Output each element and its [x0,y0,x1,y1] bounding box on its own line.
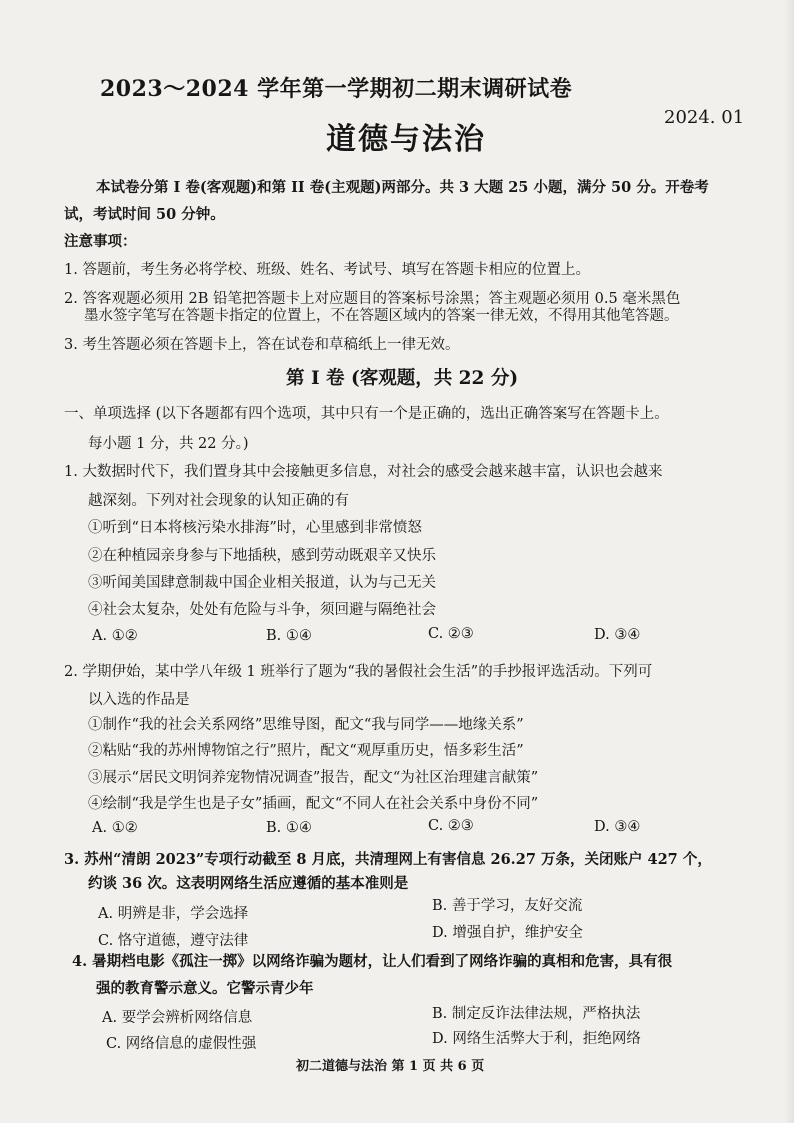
question-4-option-a: A. 要学会辨析网络信息 [102,1010,253,1026]
question-2-statement: ②粘贴“我的苏州博物馆之行”照片，配文“观厚重历史，悟多彩生活” [88,743,524,759]
exam-title: 2023～2024 学年第一学期初二期末调研试卷 [100,76,573,102]
question-3-option-c: C. 恪守道德，遵守法律 [98,933,249,949]
question-1-statement: ③听闻美国肆意制裁中国企业相关报道，认为与己无关 [88,575,436,591]
question-2-option-d: D. ③④ [594,819,641,835]
subject-title: 道德与法治 [326,122,486,157]
notice-item-2: 2. 答客观题必须用 2B 铅笔把答题卡上对应题目的答案标号涂黑；答主观题必须用 0.5 毫米黑色 [64,291,681,307]
question-1-option-b: B. ①④ [266,628,312,644]
question-4-option-b: B. 制定反诈法律法规，严格执法 [432,1006,641,1022]
section-instruction-2: 每小题 1 分，共 22 分。) [88,436,249,452]
page-footer: 初二道德与法治 第 1 页 共 6 页 [296,1059,485,1074]
notice-item-2-cont: 墨水签字笔写在答题卡指定的位置上，不在答题区域内的答案一律无效，不得用其他笔答题。 [84,308,679,324]
intro-line-2: 试，考试时间 50 分钟。 [64,206,225,223]
question-1-option-c: C. ②③ [428,626,474,642]
intro-line-1: 本试卷分第 I 卷(客观题)和第 II 卷(主观题)两部分。共 3 大题 25 小题，满分 50 分。开卷考 [96,179,709,196]
notice-item-3: 3. 考生答题必须在答题卡上，答在试卷和草稿纸上一律无效。 [64,337,460,353]
question-1-option-a: A. ①② [92,628,138,644]
notice-item-1: 1. 答题前，考生务必将学校、班级、姓名、考试号、填写在答题卡相应的位置上。 [64,262,590,278]
question-3-option-b: B. 善于学习，友好交流 [432,898,583,914]
question-4-option-d: D. 网络生活弊大于利，拒绝网络 [432,1031,641,1047]
notice-heading: 注意事项： [64,233,137,250]
question-2-option-a: A. ①② [92,820,138,836]
exam-date: 2024. 01 [664,107,745,128]
question-2-stem-cont: 以入选的作品是 [88,692,190,708]
question-1-stem-cont: 越深刻。下列对社会现象的认知正确的有 [88,493,349,509]
question-3-option-d: D. 增强自护，维护安全 [432,925,583,941]
question-2-option-b: B. ①④ [266,820,312,836]
question-3-option-a: A. 明辨是非，学会选择 [98,906,249,922]
question-3-stem-cont: 约谈 36 次。这表明网络生活应遵循的基本准则是 [88,875,409,892]
question-2-stem: 2. 学期伊始，某中学八年级 1 班举行了题为“我的暑假社会生活”的手抄报评选活动。下列可 [64,664,653,680]
question-3-stem: 3. 苏州“清朗 2023”专项行动截至 8 月底，共清理网上有害信息 26.27 万条，关闭账户 427 个， [64,851,712,868]
section-heading: 第 I 卷 (客观题，共 22 分) [286,368,519,389]
question-1-stem: 1. 大数据时代下，我们置身其中会接触更多信息，对社会的感受会越来越丰富，认识也会越来 [64,464,663,480]
question-2-statement: ④绘制“我是学生也是子女”插画，配文“不同人在社会关系中身份不同” [88,796,539,812]
question-2-statement: ③展示“居民文明饲养宠物情况调查”报告，配文“为社区治理建言献策” [88,770,539,786]
question-4-stem-cont: 强的教育警示意义。它警示青少年 [96,980,314,997]
question-4-stem: 4. 暑期档电影《孤注一掷》以网络诈骗为题材，让人们看到了网络诈骗的真相和危害，具有很 [72,953,673,970]
question-4-option-c: C. 网络信息的虚假性强 [106,1036,257,1052]
section-instruction-1: 一、单项选择 (以下各题都有四个选项，其中只有一个是正确的，选出正确答案写在答题卡上。 [64,406,669,422]
question-2-option-c: C. ②③ [428,818,474,834]
question-1-option-d: D. ③④ [594,627,641,643]
question-2-statement: ①制作“我的社会关系网络”思维导图，配文“我与同学——地缘关系” [88,717,524,733]
question-1-statement: ②在种植园亲身参与下地插秧，感到劳动既艰辛又快乐 [88,548,436,564]
question-1-statement: ④社会太复杂，处处有危险与斗争，须回避与隔绝社会 [88,602,436,618]
page-edge-shadow [784,0,794,1123]
question-1-statement: ①听到“日本将核污染水排海”时，心里感到非常愤怒 [88,520,422,536]
